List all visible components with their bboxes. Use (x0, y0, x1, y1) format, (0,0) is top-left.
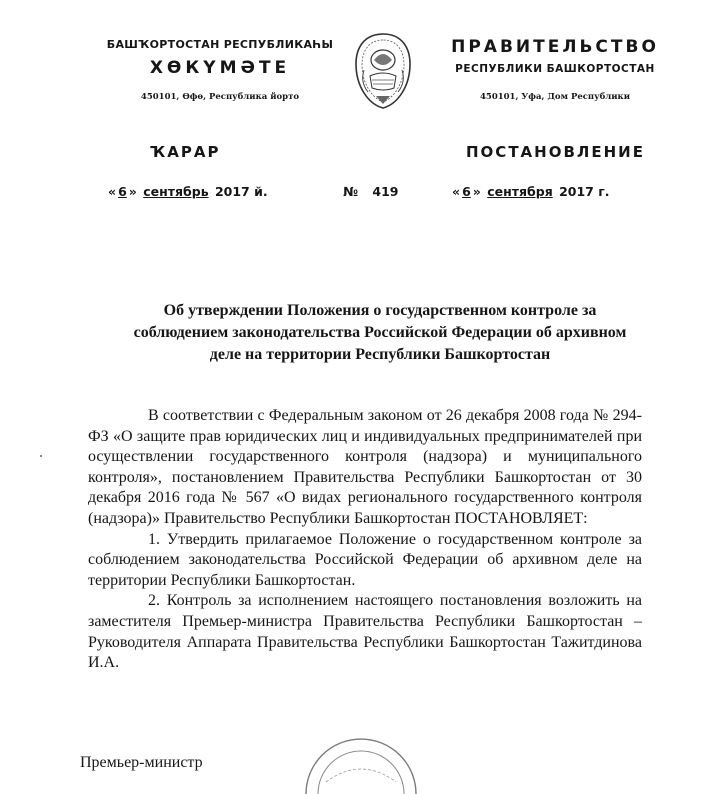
date-bashkir-day: 6 (118, 184, 127, 199)
number-sign: № (343, 184, 359, 199)
paragraph-item-1: 1. Утвердить прилагаемое Положение о государственном контроле за соблюдением законодательства Российской Федерации об архивном деле на территории Республики Башкортостан. (88, 530, 642, 589)
date-bashkir-month: сентябрь (143, 184, 209, 199)
date-bashkir-year: 2017 й. (214, 184, 268, 199)
header-bashkir-address: 450101, Өфө, Республика йорто (140, 92, 300, 102)
signature-title: Премьер-министр (80, 754, 203, 771)
date-russian: « 6 » сентября 2017 г. (452, 184, 610, 199)
header-bashkir-government: ХӨКҮМӘТЕ (149, 58, 291, 78)
number-value: 419 (372, 184, 399, 199)
scan-speck (40, 455, 42, 457)
paragraph-item-2: 2. Контроль за исполнением настоящего постановления возложить на заместителя Премьер-министра Правительства Республики Башкортостан – Руководителя Аппарата Правительства Республики Башкортостан Тажитдинова И.А. (88, 592, 642, 672)
date-russian-month: сентября (487, 184, 553, 199)
paragraph-preamble: В соответствии с Федеральным законом от 26 декабря 2008 года № 294-ФЗ «О защите прав юридических лиц и индивидуальных предпринимателей при осуществлении государственного контроля (надзора) и муниципального контроля», постановлением Правительства Республики Башкортостан от 30 декабря 2016 года № 567 «О видах регионального государственного контроля (надзора)» Правительство Республики Башкортостан ПОСТАНОВЛЯЕТ: (88, 407, 642, 527)
doc-type-russian: ПОСТАНОВЛЕНИЕ (466, 143, 645, 161)
date-russian-day: 6 (462, 184, 471, 199)
coat-of-arms-icon (350, 30, 416, 112)
header-bashkir (96, 38, 344, 102)
seal-stamp-icon (286, 734, 436, 794)
header-russian-republic: РЕСПУБЛИКИ БАШКОРТОСТАН (455, 63, 655, 75)
document-title: Об утверждении Положения о государственном контроле за соблюдением законодательства Российской Федерации об архивном деле на территории Республики Башкортостан (133, 302, 627, 363)
header-russian (444, 36, 666, 102)
header-bashkir-republic: БАШҠОРТОСТАН РЕСПУБЛИКАҺЫ (106, 38, 334, 51)
date-bashkir: « 6 » сентябрь 2017 й. (108, 184, 268, 199)
document-body (88, 406, 642, 674)
header-russian-address: 450101, Уфа, Дом Республики (479, 92, 630, 102)
doc-type-bashkir: ҠАРАР (150, 143, 221, 161)
date-russian-year: 2017 г. (559, 184, 610, 199)
document-number (343, 184, 399, 199)
header-russian-government: ПРАВИТЕЛЬСТВО (451, 37, 659, 57)
